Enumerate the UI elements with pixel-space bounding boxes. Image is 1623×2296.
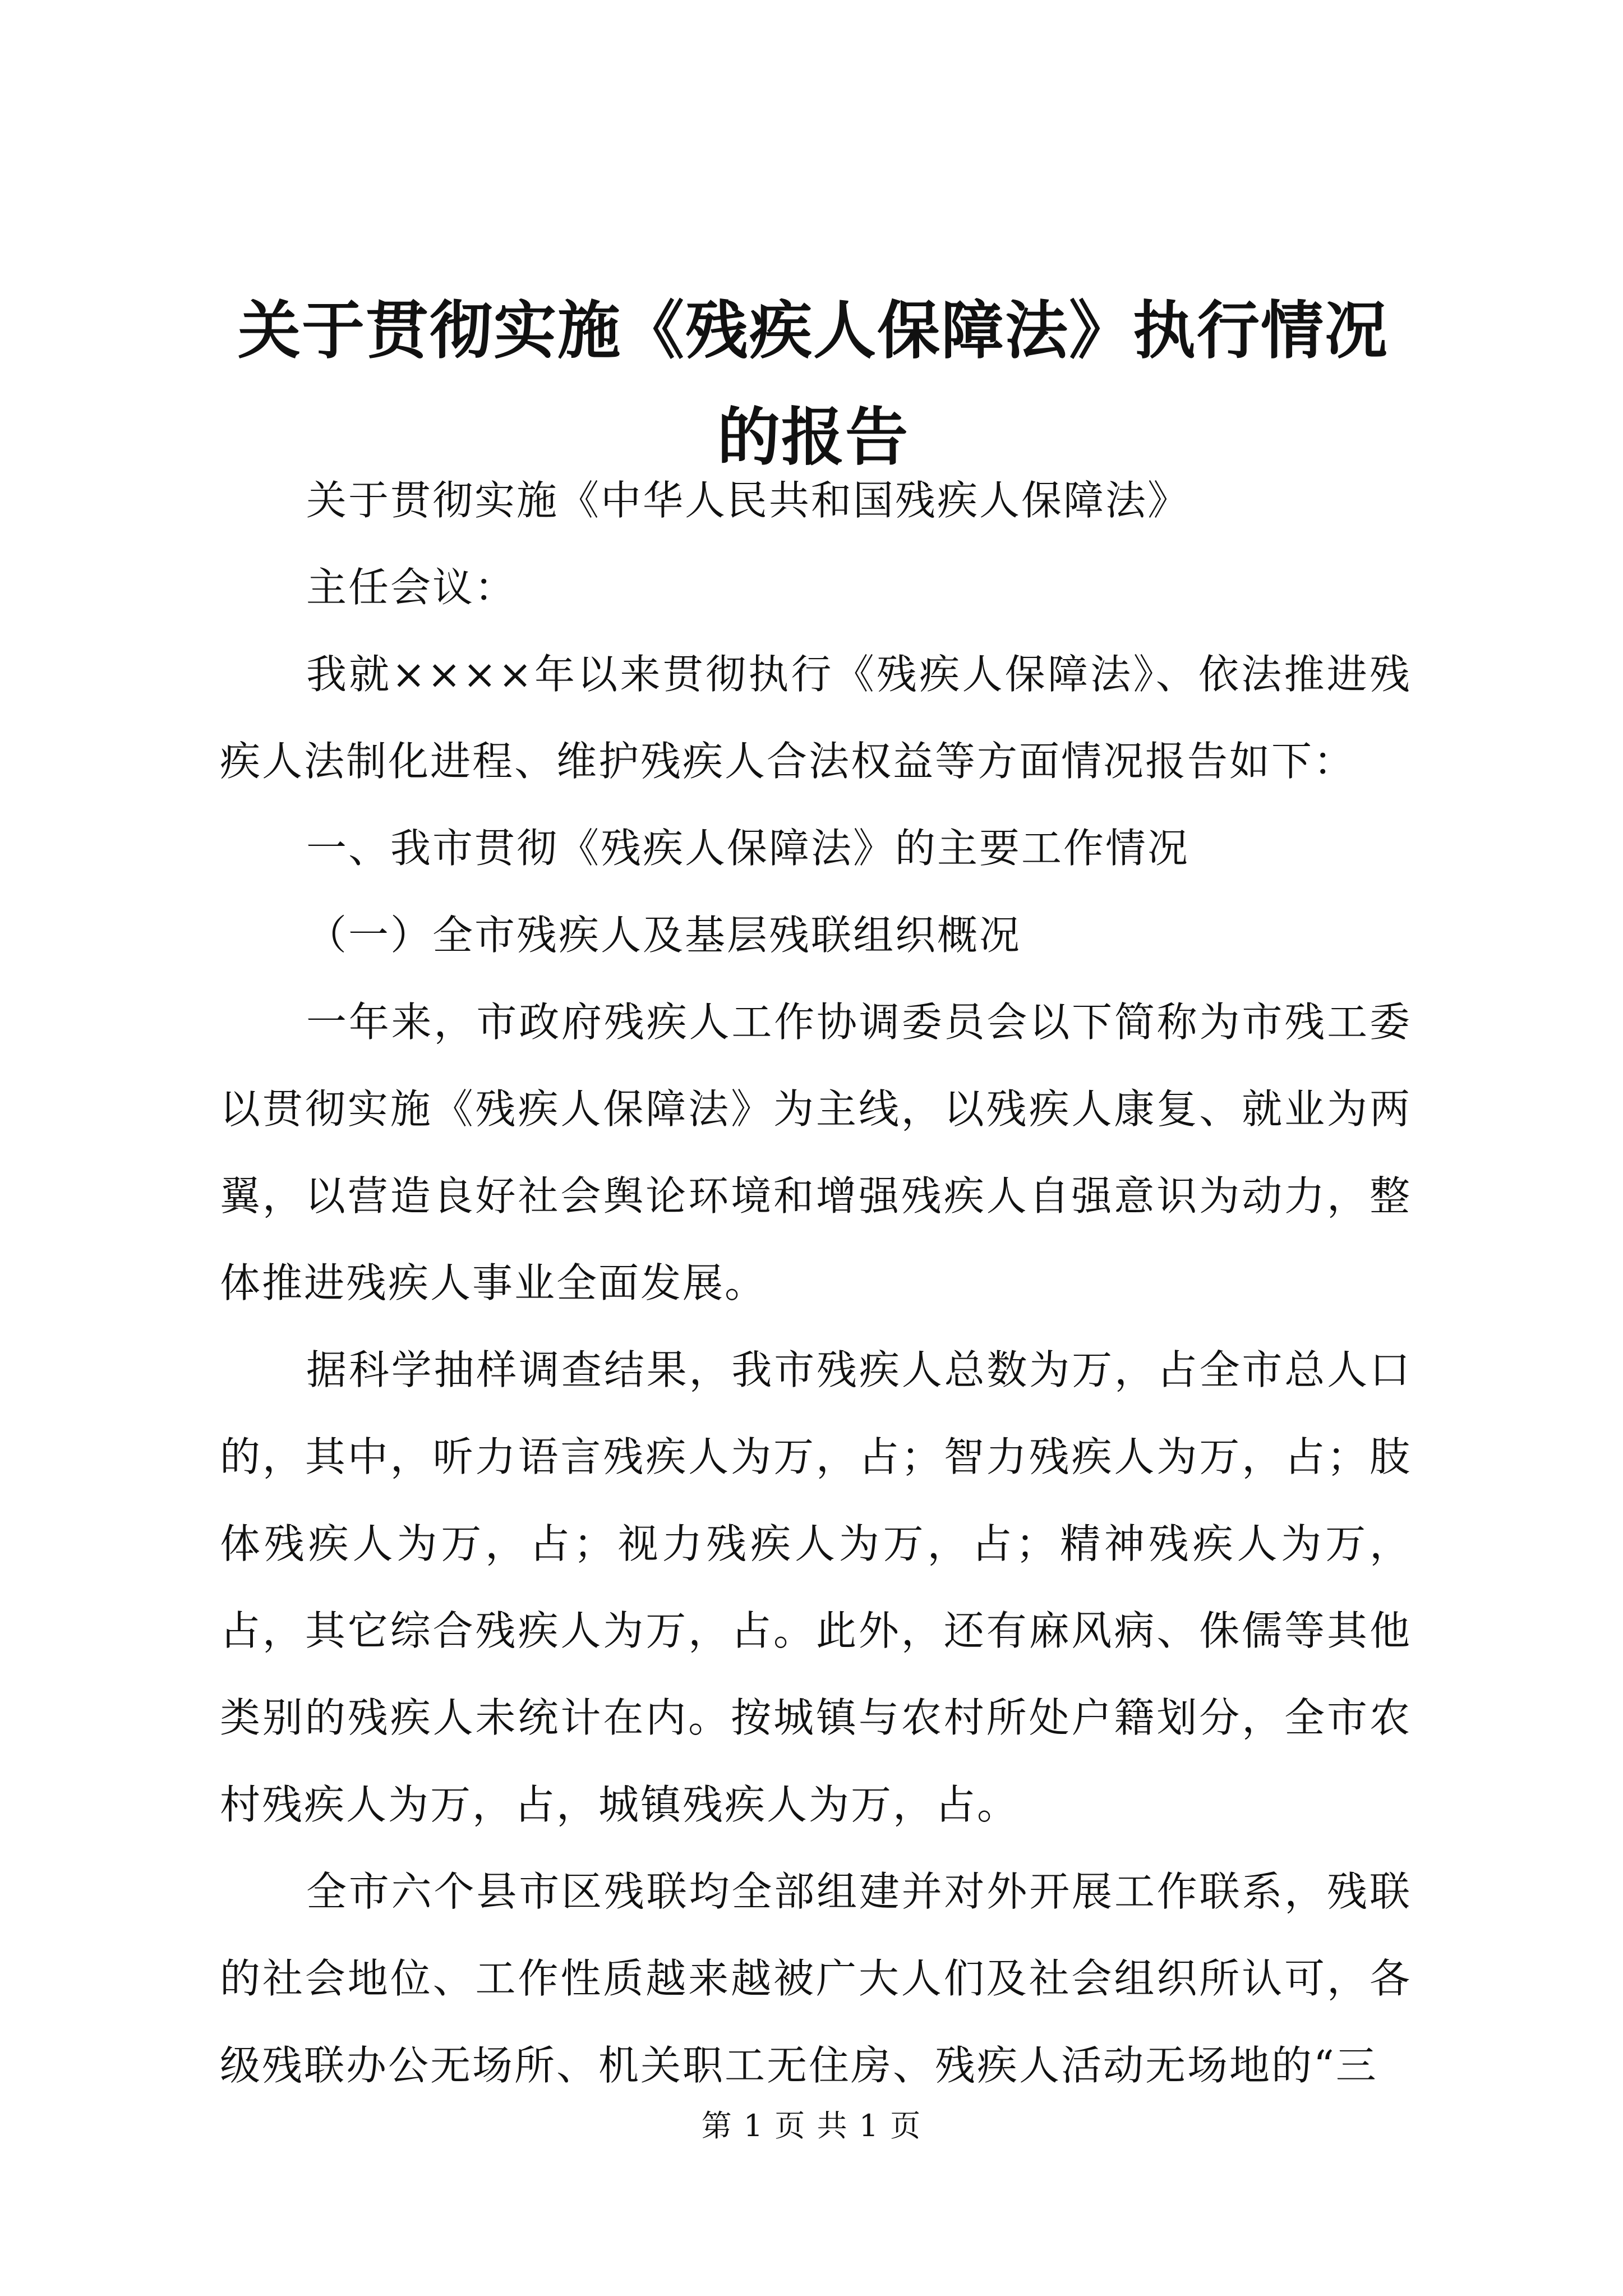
paragraph-overview: 一年来，市政府残疾人工作协调委员会以下简称为市残工委以贯彻实施《残疾人保障法》为主线，以残疾人康复、就业为两翼，以营造良好社会舆论环境和增强残疾人自强意识为动力，整体推进残疾人事业全面发展。 <box>220 999 1412 1306</box>
paragraph-opening: 我就××××年以来贯彻执行《残疾人保障法》、依法推进残疾人法制化进程、维护残疾人合法权益等方面情况报告如下： <box>220 651 1412 785</box>
paragraph-organizations: 全市六个县市区残联均全部组建并对外开展工作联系，残联的社会地位、工作性质越来越被广大人们及社会组织所认可，各级残联办公无场所、机关职工无住房、残疾人活动无场地的“三 <box>220 1868 1412 2089</box>
document-title: 关于贯彻实施《残疾人保障法》执行情况的报告 <box>238 294 1389 474</box>
subsection-heading-1: （一）全市残疾人及基层残联组织概况 <box>306 912 1022 959</box>
document-body <box>220 457 1412 2109</box>
paragraph-salutation: 主任会议： <box>306 564 517 611</box>
section-heading-1: 一、我市贯彻《残疾人保障法》的主要工作情况 <box>306 825 1190 872</box>
paragraph-intro-line: 关于贯彻实施《中华人民共和国残疾人保障法》 <box>306 477 1190 524</box>
page-footer: 第 1 页 共 1 页 <box>701 2108 922 2143</box>
paragraph-statistics: 据科学抽样调查结果，我市残疾人总数为万，占全市总人口的，其中，听力语言残疾人为万，占；智力残疾人为万，占；肢体残疾人为万，占；视力残疾人为万，占；精神残疾人为万，占，其它综合残疾人为万，占。此外，还有麻风病、侏儒等其他类别的残疾人未统计在内。按城镇与农村所处户籍划分，全市农村残疾人为万，占，城镇残疾人为万，占。 <box>220 1346 1412 1828</box>
